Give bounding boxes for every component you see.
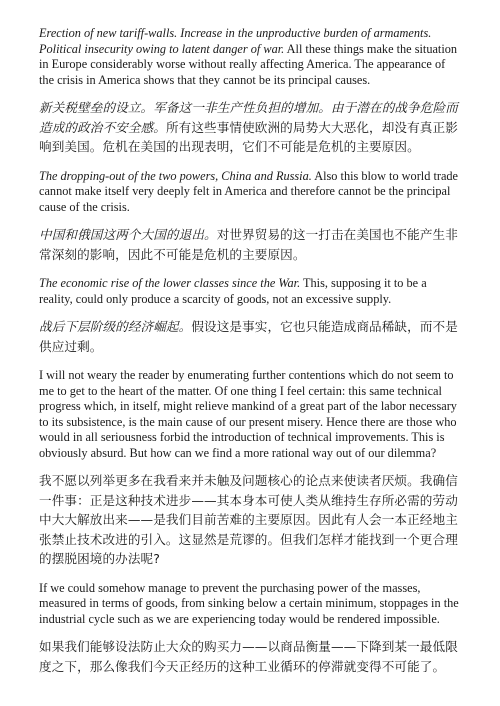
paragraph-tariff-zh bbox=[39, 98, 463, 157]
paragraph-italic-lead: 战后下层阶级的经济崛起。 bbox=[39, 319, 192, 334]
paragraph-purchasing-power-zh bbox=[39, 637, 463, 676]
paragraph-technical-progress-zh bbox=[39, 471, 463, 569]
paragraph-italic-lead: The dropping-out of the two powers, China and Russia. bbox=[39, 168, 312, 183]
paragraph-body: 如果我们能够设法防止大众的购买力——以商品衡量——下降到某一最低限度之下，那么像我们今天正经历的这种工业循环的停滞就变得不可能了。 bbox=[39, 639, 458, 674]
paragraph-lower-classes-en bbox=[39, 276, 463, 307]
paragraph-body: 假设这是事实，它也只能造成商品稀缺，而不是供应过剩。 bbox=[39, 319, 458, 354]
paragraph-body: 我不愿以列举更多在我看来并未触及问题核心的论点来使读者厌烦。我确信一件事：正是这种技术进步——其本身本可使人类从维持生存所必需的劳动中大大解放出来——是我们目前苦难的主要原因。因此有人会一本正经地主张禁止技术改进的引入。这显然是荒谬的。但我们怎样才能找到一个更合理的摆脱困境的办法呢? bbox=[39, 473, 458, 566]
paragraph-italic-lead: 中国和俄国这两个大国的退出。 bbox=[39, 227, 217, 242]
paragraph-body: I will not weary the reader by enumerating further contentions which do not seem to me to get to the heart of the matter. Of one thing I feel certain: this same technical progress which, in itself, might relieve mankind of a great part of the labor necessary to its subsistence, is the main cause of our present misery. Hence there are those who would in all seriousness forbid the introduction of technical improvements. This is obviously absurd. But how can we find a more rational way out of our dilemma? bbox=[39, 368, 457, 460]
paragraph-italic-lead: Erection of new tariff-walls. Increase in the unproductive burden of armaments. Political insecurity owing to latent danger of war. bbox=[39, 26, 432, 56]
paragraph-body: This, supposing it to be a reality, could only produce a scarcity of goods, not an excessive supply. bbox=[39, 276, 427, 306]
paragraph-body: If we could somehow manage to prevent the purchasing power of the masses, measured in terms of goods, from sinking below a certain minimum, stoppages in the industrial cycle such as we are experiencing today would be rendered impossible. bbox=[39, 580, 459, 626]
paragraph-purchasing-power-en bbox=[39, 581, 463, 628]
paragraph-technical-progress-en bbox=[39, 368, 463, 461]
paragraph-body: 对世界贸易的这一打击在美国也不能产生非常深刻的影响，因此不可能是危机的主要原因。 bbox=[39, 227, 458, 262]
paragraph-tariff-en bbox=[39, 26, 463, 88]
document-page bbox=[39, 26, 463, 676]
paragraph-china-russia-en bbox=[39, 169, 463, 216]
paragraph-body: 所有这些事情使欧洲的局势大大恶化，却没有真正影响到美国。危机在美国的出现表明，它们不可能是危机的主要原因。 bbox=[39, 119, 458, 154]
paragraph-body: Also this blow to world trade cannot make itself very deeply felt in America and therefore cannot be the principal cause of the crisis. bbox=[39, 168, 459, 214]
paragraph-lower-classes-zh bbox=[39, 317, 463, 356]
paragraph-body: All these things make the situation in Europe considerably worse without really affecting America. The appearance of the crisis in America shows that they cannot be its principal causes. bbox=[39, 41, 458, 87]
paragraph-china-russia-zh bbox=[39, 225, 463, 264]
paragraph-italic-lead: 新关税壁垒的设立。军备这一非生产性负担的增加。由于潜在的战争危险而造成的政治不安全感。 bbox=[39, 100, 458, 135]
paragraph-italic-lead: The economic rise of the lower classes since the War. bbox=[39, 276, 301, 290]
